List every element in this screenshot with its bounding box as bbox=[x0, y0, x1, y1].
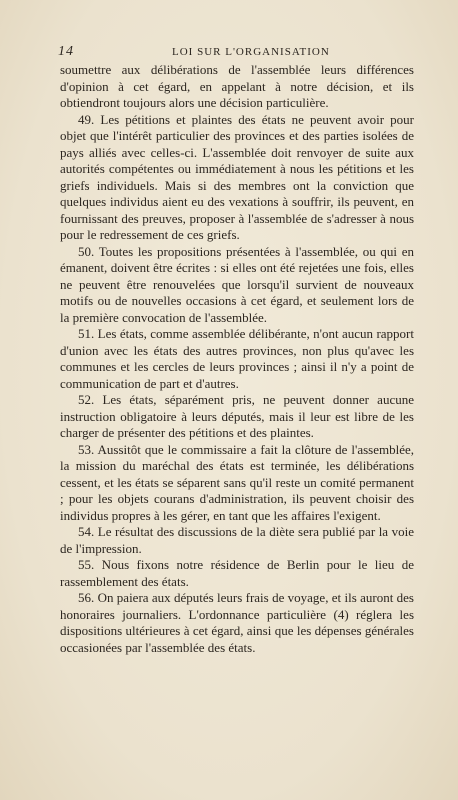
article-51: 51. Les états, comme assemblée délibérante, n'ont aucun rapport d'union avec les états des autres provinces, non plus qu'avec les communes et les cercles de leurs provinces ; ainsi il n'y a point de communication de part et d'autres. bbox=[60, 326, 414, 391]
paragraph-continuation: soumettre aux délibérations de l'assemblée leurs différences d'opinion à cet égard, en appelant à notre décision, et ils obtiendront toujours alors une décision particulière. bbox=[60, 62, 414, 110]
article-56: 56. On paiera aux députés leurs frais de voyage, et ils auront des honoraires journaliers. L'ordonnance particulière (4) réglera les dispositions ultérieures à cet égard, ainsi que les dépenses générales occasionées par l'assemblée des états. bbox=[60, 590, 414, 655]
article-52: 52. Les états, séparément pris, ne peuvent donner aucune instruction obligatoire à leurs députés, mais il leur est libre de les charger de présenter des pétitions et des plaintes. bbox=[60, 392, 414, 440]
article-53: 53. Aussitôt que le commissaire a fait la clôture de l'assemblée, la mission du maréchal des états est terminée, les délibérations cessent, et les états se séparent sans qu'il reste un comité permanent ; pour les objets courans d'administration, ils peuvent choisir des individus propres à les gérer, en tant que les affaires l'exigent. bbox=[60, 441, 414, 523]
running-title: LOI SUR L'ORGANISATION bbox=[172, 46, 330, 58]
article-49: 49. Les pétitions et plaintes des états ne peuvent avoir pour objet que l'intérêt particulier des provinces et des parties isolées de pays alliés avec celles-ci. L'assemblée doit renvoyer de suite aux autorités compétentes ou immédiatement à nous les pétitions et les griefs individuels. Mais si des membres ont la conviction que quelques individus aient eu des vexations à souffrir, ils peuvent, en fournissant des preuves, proposer à l'assemblée de s'adresser à nous pour le redressement de ces griefs. bbox=[60, 111, 414, 242]
article-50: 50. Toutes les propositions présentées à l'assemblée, ou qui en émanent, doivent être écrites : si elles ont été rejetées une fois, elles ne peuvent être renouvelées que lorsqu'il survient de nouveaux motifs ou de nouvelles occasions à cet égard, et seulement lors de la première convocation de l'assemblée. bbox=[60, 243, 414, 325]
article-54: 54. Le résultat des discussions de la diète sera publié par la voie de l'impression. bbox=[60, 524, 414, 556]
article-55: 55. Nous fixons notre résidence de Berlin pour le lieu de rassemblement des états. bbox=[60, 557, 414, 589]
page-header bbox=[58, 44, 420, 60]
page-number: 14 bbox=[58, 44, 74, 59]
body-text bbox=[60, 62, 414, 656]
